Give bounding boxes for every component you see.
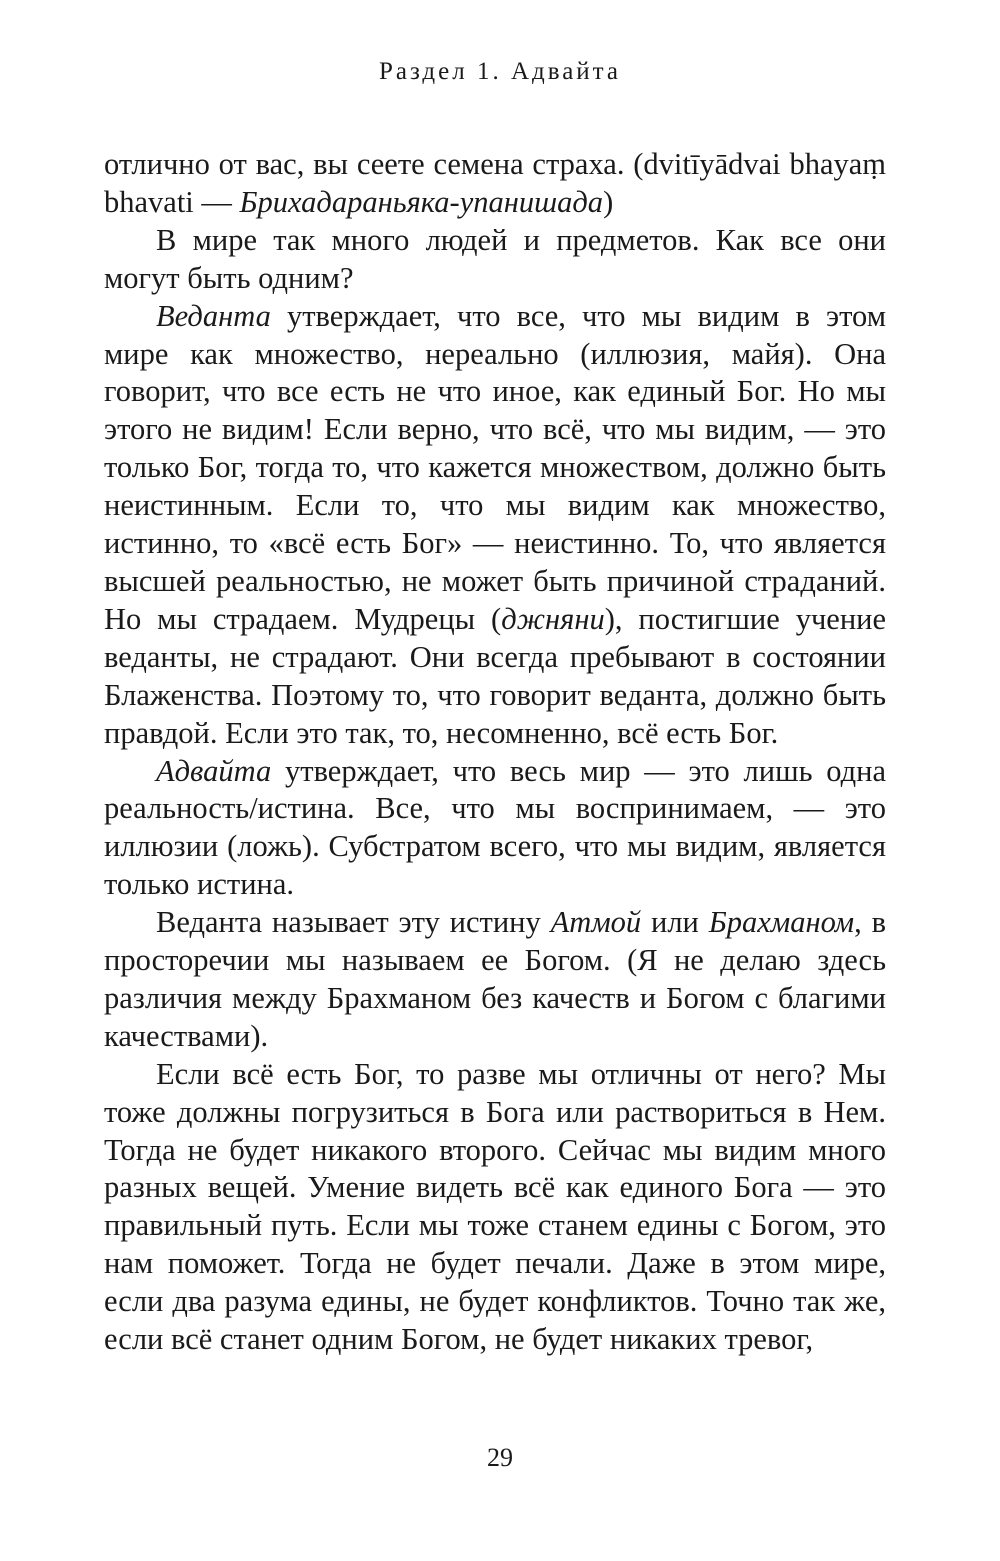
paragraph-1-text-1: отлично от вас, вы сеете семена страха. (dvitīyādvai bhayaṃ bhavati — [104, 147, 886, 219]
paragraph-5-text-2: или [641, 905, 709, 940]
paragraph-1-text-2: ) [603, 184, 614, 219]
paragraph-1-italic-1: Брихадараньяка-упанишада [239, 184, 604, 219]
paragraph-1 [104, 146, 886, 222]
paragraph-3-italic-1: Веданта [156, 298, 271, 333]
paragraph-2 [104, 222, 886, 298]
paragraph-4 [104, 753, 886, 905]
paragraph-3-text-1: утверждает, что все, что мы видим в этом мире как множество, нереально (иллюзия, майя). Она говорит, что все есть не что иное, как единый Бог. Но мы этого не видим! Если верно, что всё, что мы видим, — это только Бог, тогда то, что кажется множеством, должно быть неистинным. Если то, что мы видим как множество, истинно, то «всё есть Бог» — неистинно. То, что является высшей реальностью, не может быть причиной страданий. Но мы страдаем. Мудрецы ( [104, 298, 886, 636]
paragraph-5 [104, 904, 886, 1056]
paragraph-6-text-1: Если всё есть Бог, то разве мы отличны от него? Мы тоже должны погрузиться в Бога или раствориться в Нем. Тогда не будет никакого второго. Сейчас мы видим много разных вещей. Умение видеть всё как единого Бога — это правильный путь. Если мы тоже станем едины с Богом, это нам поможет. Тогда не будет печали. Даже в этом мире, если два разума едины, не будет конфликтов. Точно так же, если всё станет одним Богом, не будет никаких тревог, [104, 1056, 886, 1357]
running-head: Раздел 1. Адвайта [378, 58, 621, 85]
paragraph-3-text-2: ), постигшие учение веданты, не страдают. Они всегда пребывают в состоянии Блаженства. Поэтому то, что говорит веданта, должно быть правдой. Если это так, то, несомненно, всё есть Бог. [104, 601, 886, 750]
paragraph-2-text-1: В мире так много людей и предметов. Как все они могут быть одним? [104, 222, 886, 295]
paragraph-5-italic-2: Брахманом [708, 905, 855, 940]
paragraph-5-text-3: , в просторечии мы называем ее Богом. (Я не делаю здесь различия между Брахманом без качеств и Богом с благими качествами). [104, 905, 887, 1053]
paragraph-4-text-1: утверждает, что весь мир — это лишь одна реальность/истина. Все, что мы воспринимаем, — это иллюзии (ложь). Субстратом всего, что мы видим, является только истина. [104, 753, 886, 902]
paragraph-4-italic-1: Адвайта [156, 753, 272, 788]
paragraph-3 [104, 298, 886, 753]
paragraph-6 [104, 1056, 886, 1359]
body-text [104, 146, 886, 1359]
paragraph-3-italic-2: джняни [501, 601, 605, 636]
paragraph-5-italic-1: Атмой [550, 905, 642, 940]
page-number: 29 [487, 1443, 513, 1472]
paragraph-5-text-1: Веданта называет эту истину [156, 905, 551, 940]
